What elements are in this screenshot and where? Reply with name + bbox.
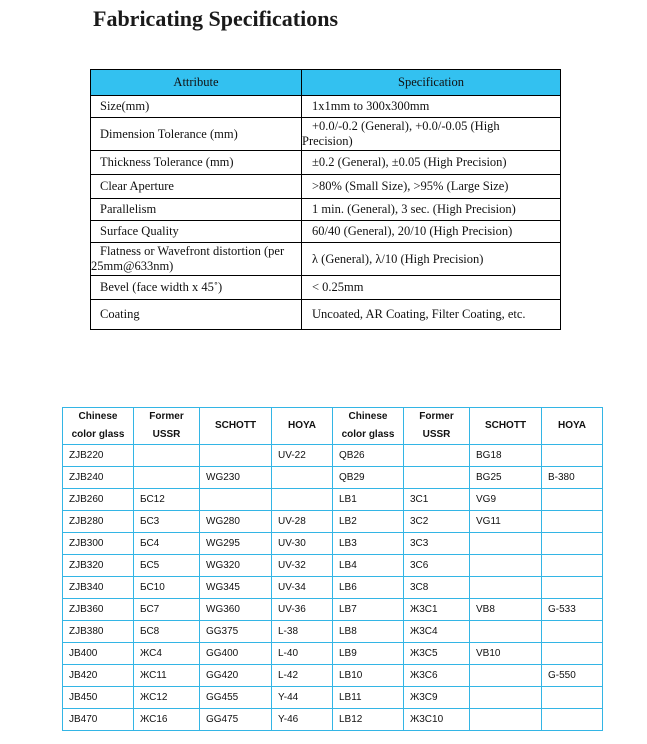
glass-cell: WG320 bbox=[200, 555, 272, 577]
attribute-cell: Surface Quality bbox=[91, 221, 302, 243]
glass-row bbox=[63, 467, 603, 489]
glass-cell: GG400 bbox=[200, 643, 272, 665]
glass-cell bbox=[542, 489, 603, 511]
header-line: USSR bbox=[422, 429, 451, 440]
glass-cell: 3C8 bbox=[404, 577, 470, 599]
glass-cell: JB420 bbox=[63, 665, 134, 687]
glass-cell: БС12 bbox=[134, 489, 200, 511]
glass-cell: JB450 bbox=[63, 687, 134, 709]
glass-cell: ЖС16 bbox=[134, 709, 200, 731]
glass-cell: JB470 bbox=[63, 709, 134, 731]
glass-cell: QB29 bbox=[333, 467, 404, 489]
glass-cell: Ж3C1 bbox=[404, 599, 470, 621]
glass-cell bbox=[404, 445, 470, 467]
glass-cell: ZJB280 bbox=[63, 511, 134, 533]
header-line: HOYA bbox=[288, 420, 316, 431]
spec-row bbox=[91, 221, 561, 243]
spec-row bbox=[91, 199, 561, 221]
header-line: SCHOTT bbox=[214, 420, 257, 431]
specification-cell: ±0.2 (General), ±0.05 (High Precision) bbox=[302, 151, 561, 175]
glass-cell: БС3 bbox=[134, 511, 200, 533]
glass-cell bbox=[404, 467, 470, 489]
glass-cell bbox=[200, 489, 272, 511]
glass-cell: БС7 bbox=[134, 599, 200, 621]
spec-row bbox=[91, 300, 561, 330]
glass-cell: UV-30 bbox=[272, 533, 333, 555]
specification-cell: 1 min. (General), 3 sec. (High Precision) bbox=[302, 199, 561, 221]
glass-cell: GG455 bbox=[200, 687, 272, 709]
glass-cell bbox=[134, 467, 200, 489]
glass-cell: UV-28 bbox=[272, 511, 333, 533]
glass-cell: ЖС4 bbox=[134, 643, 200, 665]
glass-cell: G-550 bbox=[542, 665, 603, 687]
glass-cell: Ж3C4 bbox=[404, 621, 470, 643]
glass-cell: BG18 bbox=[470, 445, 542, 467]
glass-cell bbox=[542, 533, 603, 555]
glass-cell: Ж3C10 bbox=[404, 709, 470, 731]
glass-cell: Y-44 bbox=[272, 687, 333, 709]
glass-row bbox=[63, 489, 603, 511]
glass-cell: L-42 bbox=[272, 665, 333, 687]
glass-cell: БС10 bbox=[134, 577, 200, 599]
header-line: color glass bbox=[341, 429, 395, 440]
glass-row bbox=[63, 533, 603, 555]
glass-cell bbox=[542, 445, 603, 467]
glass-cell: БС8 bbox=[134, 621, 200, 643]
glass-cell: WG360 bbox=[200, 599, 272, 621]
glass-cell: UV-36 bbox=[272, 599, 333, 621]
glass-cell: GG475 bbox=[200, 709, 272, 731]
glass-cell: GG375 bbox=[200, 621, 272, 643]
chinese-glass-header bbox=[63, 408, 134, 445]
glass-cell: Y-46 bbox=[272, 709, 333, 731]
specification-cell: +0.0/-0.2 (General), +0.0/-0.05 (High Precision) bbox=[302, 118, 561, 151]
header-line: SCHOTT bbox=[484, 420, 527, 431]
glass-cell: L-38 bbox=[272, 621, 333, 643]
fabricating-spec-table bbox=[90, 69, 561, 330]
header-line: Chinese bbox=[78, 411, 118, 422]
glass-cell: ZJB340 bbox=[63, 577, 134, 599]
glass-cell: VG9 bbox=[470, 489, 542, 511]
glass-cell: ЖС12 bbox=[134, 687, 200, 709]
glass-header-row bbox=[63, 408, 603, 445]
glass-cell bbox=[470, 665, 542, 687]
header-line: Former bbox=[419, 411, 454, 422]
glass-cell: БС4 bbox=[134, 533, 200, 555]
glass-cell bbox=[542, 621, 603, 643]
glass-cell: WG230 bbox=[200, 467, 272, 489]
glass-cell: LB7 bbox=[333, 599, 404, 621]
glass-cell bbox=[542, 643, 603, 665]
glass-row bbox=[63, 687, 603, 709]
glass-cell: GG420 bbox=[200, 665, 272, 687]
glass-cell bbox=[542, 555, 603, 577]
specification-cell: < 0.25mm bbox=[302, 276, 561, 300]
glass-cell: ZJB320 bbox=[63, 555, 134, 577]
glass-cell bbox=[542, 709, 603, 731]
glass-cell: G-533 bbox=[542, 599, 603, 621]
glass-cell: B-380 bbox=[542, 467, 603, 489]
glass-cell: VB8 bbox=[470, 599, 542, 621]
glass-row bbox=[63, 599, 603, 621]
glass-cell: LB3 bbox=[333, 533, 404, 555]
schott-header bbox=[200, 408, 272, 445]
glass-cell bbox=[470, 709, 542, 731]
header-line: USSR bbox=[152, 429, 181, 440]
spec-row bbox=[91, 276, 561, 300]
attribute-cell: Thickness Tolerance (mm) bbox=[91, 151, 302, 175]
glass-cell bbox=[272, 489, 333, 511]
glass-cell: Ж3C9 bbox=[404, 687, 470, 709]
glass-cell: L-40 bbox=[272, 643, 333, 665]
specification-header: Specification bbox=[302, 70, 561, 96]
glass-cell: LB1 bbox=[333, 489, 404, 511]
page-title: Fabricating Specifications bbox=[93, 6, 339, 31]
former-ussr-header bbox=[404, 408, 470, 445]
glass-cell bbox=[134, 445, 200, 467]
glass-cell: LB10 bbox=[333, 665, 404, 687]
specification-cell: λ (General), λ/10 (High Precision) bbox=[302, 243, 561, 276]
attribute-header: Attribute bbox=[91, 70, 302, 96]
header-line: Former bbox=[149, 411, 184, 422]
glass-row bbox=[63, 665, 603, 687]
glass-row bbox=[63, 709, 603, 731]
glass-cell: UV-32 bbox=[272, 555, 333, 577]
glass-cell bbox=[470, 621, 542, 643]
glass-row bbox=[63, 511, 603, 533]
glass-cell: ZJB220 bbox=[63, 445, 134, 467]
glass-cell: 3C3 bbox=[404, 533, 470, 555]
specification-cell: >80% (Small Size), >95% (Large Size) bbox=[302, 175, 561, 199]
glass-cell: UV-22 bbox=[272, 445, 333, 467]
glass-cell: LB9 bbox=[333, 643, 404, 665]
spec-row bbox=[91, 175, 561, 199]
glass-cell: LB11 bbox=[333, 687, 404, 709]
glass-row bbox=[63, 555, 603, 577]
glass-cell: WG280 bbox=[200, 511, 272, 533]
glass-cell: LB6 bbox=[333, 577, 404, 599]
glass-cell: 3C1 bbox=[404, 489, 470, 511]
attribute-cell: Coating bbox=[91, 300, 302, 330]
glass-cell bbox=[470, 687, 542, 709]
glass-cell bbox=[542, 511, 603, 533]
glass-cell: ZJB380 bbox=[63, 621, 134, 643]
glass-cell: ZJB360 bbox=[63, 599, 134, 621]
hoya-header bbox=[542, 408, 603, 445]
glass-cell: ZJB300 bbox=[63, 533, 134, 555]
spec-row bbox=[91, 118, 561, 151]
glass-table-body bbox=[63, 445, 603, 731]
glass-row bbox=[63, 445, 603, 467]
color-glass-equivalents-table bbox=[62, 407, 603, 731]
glass-cell bbox=[542, 577, 603, 599]
glass-cell: WG295 bbox=[200, 533, 272, 555]
glass-cell: ЖС11 bbox=[134, 665, 200, 687]
specification-cell: Uncoated, AR Coating, Filter Coating, etc. bbox=[302, 300, 561, 330]
glass-cell bbox=[272, 467, 333, 489]
glass-cell: LB4 bbox=[333, 555, 404, 577]
schott-header bbox=[470, 408, 542, 445]
attribute-cell: Size(mm) bbox=[91, 96, 302, 118]
glass-cell bbox=[200, 445, 272, 467]
glass-row bbox=[63, 643, 603, 665]
glass-cell: UV-34 bbox=[272, 577, 333, 599]
glass-cell: Ж3C6 bbox=[404, 665, 470, 687]
specification-cell: 60/40 (General), 20/10 (High Precision) bbox=[302, 221, 561, 243]
glass-row bbox=[63, 577, 603, 599]
former-ussr-header bbox=[134, 408, 200, 445]
glass-cell: LB2 bbox=[333, 511, 404, 533]
glass-cell bbox=[470, 533, 542, 555]
glass-cell bbox=[470, 555, 542, 577]
attribute-cell: Bevel (face width x 45˚) bbox=[91, 276, 302, 300]
glass-cell: ZJB260 bbox=[63, 489, 134, 511]
glass-row bbox=[63, 621, 603, 643]
spec-row bbox=[91, 96, 561, 118]
hoya-header bbox=[272, 408, 333, 445]
glass-cell bbox=[542, 687, 603, 709]
glass-cell: VB10 bbox=[470, 643, 542, 665]
header-line: color glass bbox=[71, 429, 125, 440]
spec-row bbox=[91, 243, 561, 276]
attribute-cell: Parallelism bbox=[91, 199, 302, 221]
glass-cell: WG345 bbox=[200, 577, 272, 599]
spec-header-row bbox=[91, 70, 561, 96]
header-line: Chinese bbox=[348, 411, 388, 422]
attribute-cell: Dimension Tolerance (mm) bbox=[91, 118, 302, 151]
glass-cell: Ж3C5 bbox=[404, 643, 470, 665]
glass-cell: ZJB240 bbox=[63, 467, 134, 489]
attribute-cell: Clear Aperture bbox=[91, 175, 302, 199]
chinese-glass-header bbox=[333, 408, 404, 445]
glass-cell: БС5 bbox=[134, 555, 200, 577]
glass-cell: QB26 bbox=[333, 445, 404, 467]
glass-cell: BG25 bbox=[470, 467, 542, 489]
glass-cell: JB400 bbox=[63, 643, 134, 665]
glass-cell: VG11 bbox=[470, 511, 542, 533]
glass-cell: LB12 bbox=[333, 709, 404, 731]
attribute-cell: Flatness or Wavefront distortion (per 25mm@633nm) bbox=[91, 243, 302, 276]
header-line: HOYA bbox=[558, 420, 586, 431]
glass-cell: 3C6 bbox=[404, 555, 470, 577]
spec-row bbox=[91, 151, 561, 175]
glass-cell: 3C2 bbox=[404, 511, 470, 533]
specification-cell: 1x1mm to 300x300mm bbox=[302, 96, 561, 118]
glass-cell bbox=[470, 577, 542, 599]
glass-cell: LB8 bbox=[333, 621, 404, 643]
